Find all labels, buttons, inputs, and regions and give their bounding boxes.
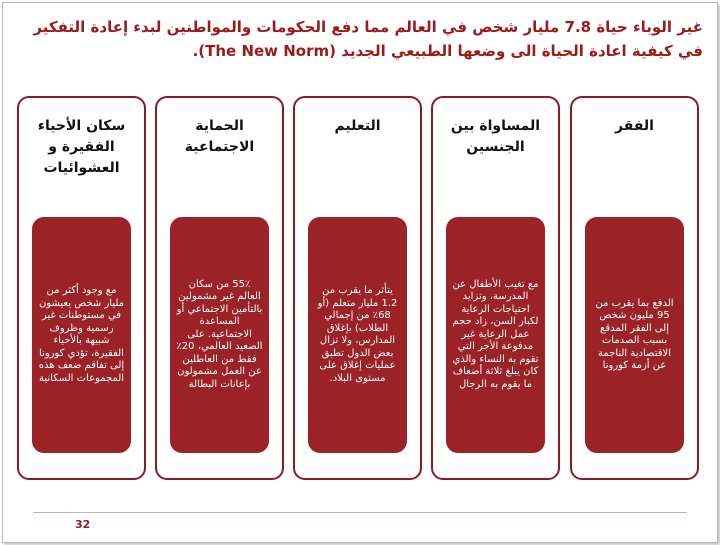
column-heading: التعليم	[334, 118, 381, 134]
column-heading: سكان الأحياء الفقيرة و العشوائيات	[37, 118, 126, 176]
column-text: 55٪ من سكان العالم غير مشمولين بالتأمين الاجتماعي أو المساعدة الاجتماعية. على الصعيد العالمي، 20٪ فقط من العاطلين عن العمل مشمولون بإعانات البطالة	[176, 278, 263, 390]
column-text-box	[170, 217, 269, 453]
column-text: مع وجود أكثر من مليار شخص يعيشون في مستوطنات غير رسمية وظروف شبيهة بالأحياء الفقيرة، تؤدي كورونا إلى تفاقم ضعف هذه المجموعات السكانية	[38, 285, 125, 384]
column-gender-equality	[431, 96, 560, 480]
column-heading: الحماية الاجتماعية	[184, 118, 255, 155]
column-text: مع تغيب الأطفال عن المدرسة، وتزايد احتياجات الرعاية لكبار السن، زاد حجم عمل الرعاية غير مدفوعة الأجر التي تقوم به النساء والذي كان يبلغ ثلاثة أضعاف ما يقوم به الرجال	[452, 278, 539, 390]
column-heading: الفقر	[615, 118, 654, 134]
column-text-box	[585, 217, 684, 453]
column-heading: المساواة بين الجنسين	[450, 118, 541, 155]
column-text-box	[32, 217, 131, 453]
column-slum-dwellers	[17, 96, 146, 480]
column-education	[293, 96, 422, 480]
column-social-protection	[155, 96, 284, 480]
page-number: 32	[75, 518, 91, 531]
slide-frame	[2, 2, 718, 543]
column-text: الدفع بما يقرب من 95 مليون شخص إلى الفقر المدقع بسبب الصدمات الاقتصادية الناجمة عن أزمة كورونا	[595, 297, 674, 371]
column-text-box	[446, 217, 545, 453]
column-text: يتأثر ما يقرب من 1.2 مليار متعلم (أو 68٪ من إجمالي الطلاب) بإغلاق المدارس، ولا تزال بعض الدول تطبق عمليات إغلاق على مستوى البلاد.	[317, 285, 398, 384]
column-text-box	[308, 217, 407, 453]
slide-title: غير الوباء حياة 7.8 مليار شخص في العالم مما دفع الحكومات والمواطنين لبدء إعادة التفكير في كيفية اعادة الحياة الى وضعها الطبيعي الجديد (The New Norm).	[33, 18, 703, 60]
column-poverty	[570, 96, 699, 480]
footer-divider	[33, 512, 687, 513]
